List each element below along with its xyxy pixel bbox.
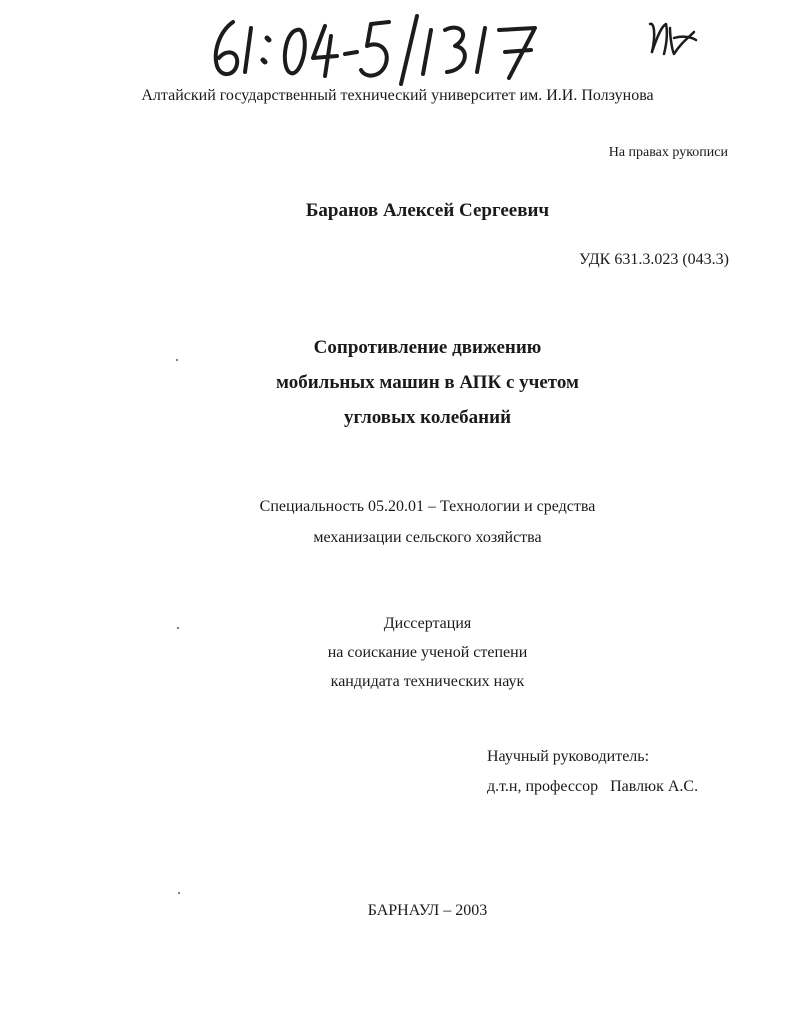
specialty-line: Специальность 05.20.01 – Технологии и средства <box>259 498 596 515</box>
dissertation-degree-block <box>0 609 795 696</box>
manuscript-rights-note: На правах рукописи <box>608 145 728 160</box>
specialty-line: механизации сельского хозяйства <box>313 529 542 546</box>
specialty-block <box>0 491 795 553</box>
university-name: Алтайский государственный технический университет им. И.И. Ползунова <box>141 87 654 104</box>
handwritten-archive-number <box>205 8 555 88</box>
degree-line: Диссертация <box>383 615 472 632</box>
title-line: мобильных машин в АПК с учетом <box>276 372 579 393</box>
degree-line: на соискание ученой степени <box>327 644 528 661</box>
handwritten-initials <box>640 14 700 60</box>
supervisor-name: д.т.н, профессор Павлюк А.С. <box>487 778 699 795</box>
degree-line: кандидата технических наук <box>330 673 525 690</box>
title-line: Сопротивление движению <box>313 337 542 358</box>
dissertation-title <box>0 330 795 435</box>
city-year: БАРНАУЛ – 2003 <box>367 902 488 919</box>
scan-speck <box>176 359 178 361</box>
author-name: Баранов Алексей Сергеевич <box>305 200 550 221</box>
udk-code: УДК 631.3.023 (043.3) <box>579 251 729 268</box>
title-line: угловых колебаний <box>343 407 512 428</box>
supervisor-block <box>487 742 698 802</box>
supervisor-label: Научный руководитель: <box>487 748 650 765</box>
scan-speck <box>178 892 180 894</box>
scan-speck <box>177 627 179 629</box>
